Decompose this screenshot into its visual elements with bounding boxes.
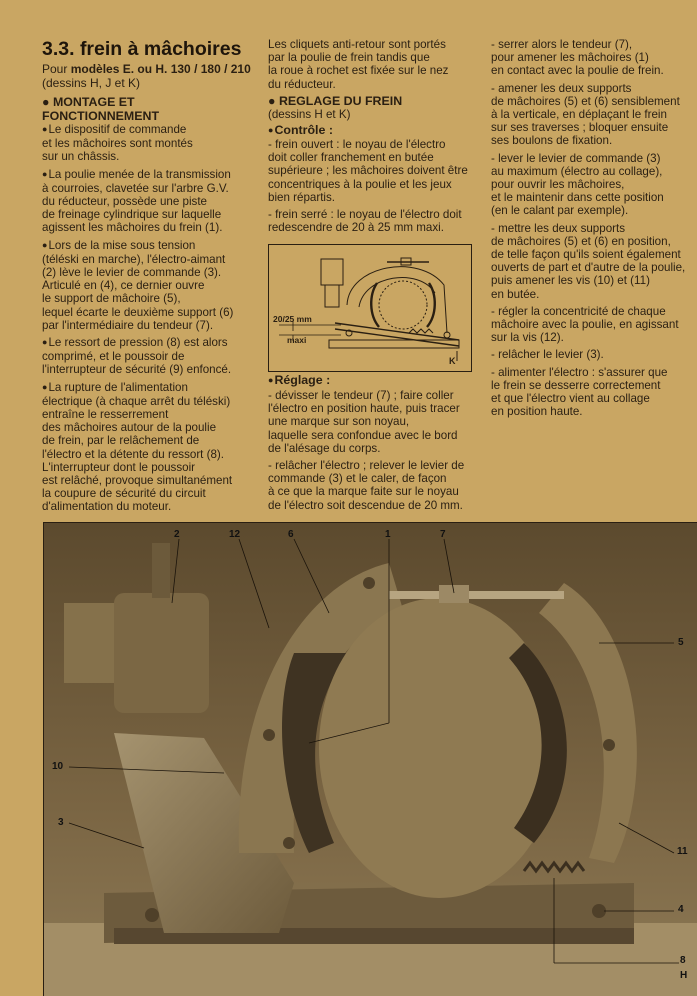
intro-paragraph: Les cliquets anti-retour sont portés par la poulie de frein tandis que la roue à rochet est fixée sur le nez du réducteur. [268,38,449,91]
column-right [491,38,691,422]
technical-drawing-k [268,244,472,372]
heading-subtitle: (dessins H et K) [268,108,351,122]
photo-label-11: 11 [677,846,688,857]
paragraph: ● Lors de la mise sous tension (téléski en marche), l'électro-aimant (2) lève le levier de commande (3). Articulé en (4), ce dernier ouvre le support de mâchoire (5), lequel écarte le deuxième support (6) par l'intermédiaire du tendeur (7). [42,239,254,332]
photo-label-7: 7 [440,529,446,540]
column-left [42,38,254,518]
models-line [42,62,254,90]
photo-label-12: 12 [229,529,241,540]
paragraph: - frein serré : le noyau de l'électro doit redescendre de 20 à 25 mm maxi. [268,208,462,235]
paragraph: ● Le ressort de pression (8) est alors comprimé, et le poussoir de l'interrupteur de sécurité (9) enfoncé. [42,336,254,377]
photo-label-3: 3 [58,817,64,828]
paragraph: - frein ouvert : le noyau de l'électro doit coller franchement en butée supérieure ; les mâchoires doivent être concentriques à la poulie et les jeux bien répartis. [268,138,468,204]
heading-reglage: ● REGLAGE DU FREIN [268,95,473,109]
drawing-letter: K [449,356,456,366]
paragraph: - lever le levier de commande (3) au maximum (électro au collage), pour ouvrir les mâchoires, et le maintenir dans cette position (en le calant par exemple). [491,151,664,218]
paragraph: ● La poulie menée de la transmission à courroies, clavetée sur l'arbre G.V. du réducteur, possède une piste de freinage cylindrique sur laquelle agissent les mâchoires du frein (1). [42,168,254,235]
controle-title: ● Contrôle : [268,124,473,139]
paragraph: - serrer alors le tendeur (7), pour amener les mâchoires (1) en contact avec la poulie de frein. [491,38,664,78]
brake-photo [43,522,697,996]
paragraph: - mettre les deux supports de mâchoires (5) et (6) en position, de telle façon qu'ils soient également ouverts de part et d'autre de la poulie, puis amener les vis (10) et (11) en butée. [491,221,686,301]
dim-label-2: maxi [287,335,307,345]
models-prefix: Pour [42,62,71,76]
section-title: 3.3. frein à mâchoires [42,38,242,60]
photo-label-10: 10 [52,761,64,772]
models-bold: modèles E. ou H. 130 / 180 / 210 [70,62,251,76]
photo-label-1: 1 [385,529,391,540]
paragraph: - relâcher l'électro ; relever le levier de commande (3) et le caler, de façon à ce que la marque faite sur le noyau de l'électro soit descendue de 20 mm. [268,458,465,512]
reglage-title: ● Réglage : [268,374,473,389]
heading-montage: ● MONTAGE ET FONCTIONNEMENT [42,96,254,123]
paragraph: - régler la concentricité de chaque mâchoire avec la poulie, en agissant sur la vis (12). [491,304,679,345]
paragraph: - alimenter l'électro : s'assurer que le frein se desserre correctement et que l'électro vient au collage en position haute. [491,365,668,419]
models-suffix: (dessins H, J et K) [42,76,141,90]
photo-label-5: 5 [678,637,684,648]
brake-photo-svg [44,523,697,996]
paragraph: - relâcher le levier (3). [491,348,604,362]
photo-label-4: 4 [678,904,684,915]
dim-label: 20/25 mm [273,314,312,324]
photo-label-2: 2 [174,529,180,540]
photo-label-6: 6 [288,529,294,540]
paragraph: - amener les deux supports de mâchoires (5) et (6) sensiblement à la verticale, en déplaçant le frein sur ses traverses ; bloquer ensuite ses boulons de fixation. [491,81,680,148]
photo-label-8: 8 [680,955,686,966]
drawing-svg [269,245,471,371]
paragraph: ● Le dispositif de commande et les mâchoires sont montés sur un châssis. [42,123,254,164]
photo-label-h: H [680,970,688,981]
paragraph: - dévisser le tendeur (7) ; faire coller l'électro en position haute, puis tracer une marque sur son noyau, laquelle sera confondue avec le bord de l'alésage du corps. [268,388,460,455]
paragraph: ● La rupture de l'alimentation électrique (à chaque arrêt du téléski) entraîne le resserrement des mâchoires autour de la poulie de frein, par le relâchement de l'électro et la détente du ressort (8). L'interrupteur dont le poussoir est relâché, provoque simultanément la coupure de sécurité du circuit d'alimentation du moteur. [42,381,254,514]
